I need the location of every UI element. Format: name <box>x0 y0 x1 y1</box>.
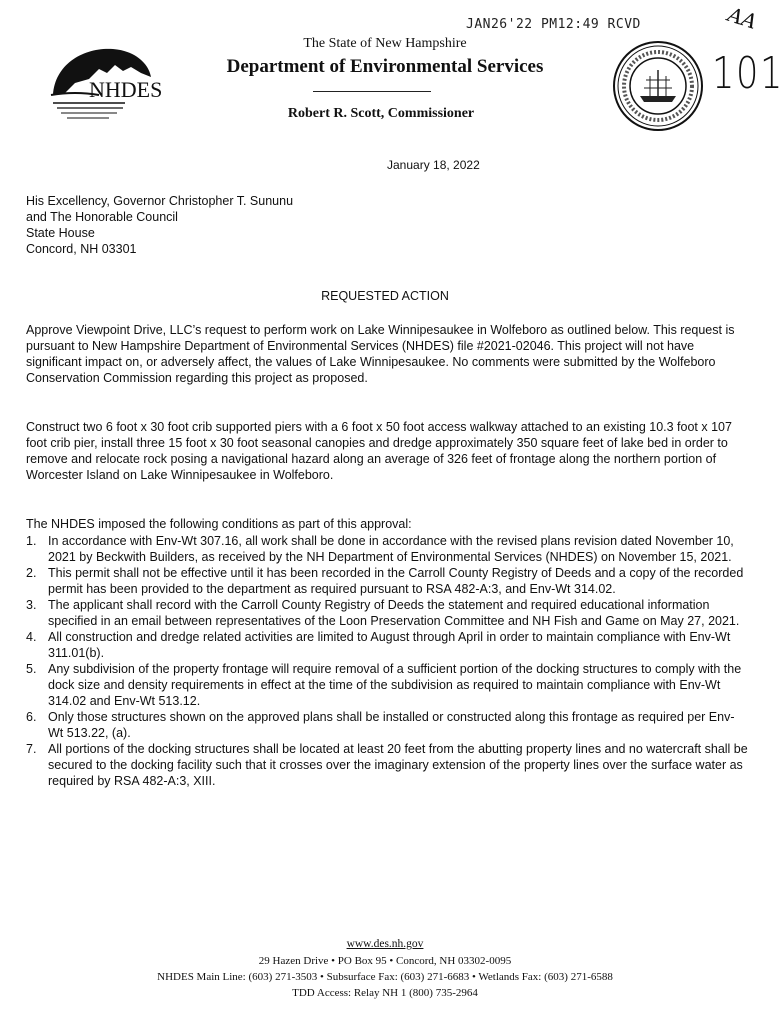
addressee-line: and The Honorable Council <box>26 210 178 224</box>
condition-number: 4. <box>26 630 37 644</box>
received-stamp: JAN26'22 PM12:49 RCVD <box>466 17 641 32</box>
section-heading: REQUESTED ACTION <box>321 289 449 303</box>
condition-text: All construction and dredge related activities are limited to August through April in order to maintain compliance with Env-Wt 311.01(b). <box>48 630 731 660</box>
condition-text: In accordance with Env-Wt 307.16, all work shall be done in accordance with the revised plans revision dated November 10, 2021 by Beckwith Builders, as received by the NH Department of Environmental Services (NHDES) on November 15, 2021. <box>48 534 734 564</box>
condition-number: 2. <box>26 566 37 580</box>
condition-text: All portions of the docking structures shall be located at least 20 feet from the abutting property lines and no watercraft shall be secured to the docking facility such that it crosses over the imaginary extension of the property lines over the surface water as required by RSA 482-A:3, XIII. <box>48 742 748 788</box>
project-description-paragraph: Construct two 6 foot x 30 foot crib supported piers with a 6 foot x 50 foot access walkway attached to an existing 10.3 foot x 107 foot crib pier, install three 15 foot x 30 foot seasonal canopies and dredge approximately 350 square feet of lake bed in order to remove and relocate rock posing a navigational hazard along an average of 326 feet of frontage along the northern portion of Worcester Island on Lake Winnipesaukee in Wolfeboro. <box>26 420 732 482</box>
request-paragraph: Approve Viewpoint Drive, LLC’s request to perform work on Lake Winnipesaukee in Wolfeboro as outlined below. This request is pursuant to New Hampshire Department of Environmental Services (NHDES) file #2021-02046. This project will not have significant impact on, or adversely affect, the values of Lake Winnipesaukee. No comments were submitted by the Wolfeboro Conservation Commission regarding this project as proposed. <box>26 323 735 385</box>
condition-item <box>26 629 748 661</box>
condition-number: 1. <box>26 534 37 548</box>
condition-item <box>26 709 748 741</box>
addressee-line: His Excellency, Governor Christopher T. Sununu <box>26 194 294 208</box>
condition-text: Only those structures shown on the approved plans shall be installed or constructed along this frontage as required per Env-Wt 513.22, (a). <box>48 710 735 740</box>
state-seal <box>612 40 704 132</box>
footer-tdd: TDD Access: Relay NH 1 (800) 735-2964 <box>292 987 478 999</box>
condition-number: 6. <box>26 710 37 724</box>
condition-number: 5. <box>26 662 37 676</box>
condition-text: Any subdivision of the property frontage will require removal of a sufficient portion of the docking structures to comply with the dock size and density requirements in effect at the time of the subdivision as required to maintain compliance with Env-Wt 314.02 and Env-Wt 513.12. <box>48 662 742 708</box>
addressee-block <box>26 193 293 257</box>
state-line: The State of New Hampshire <box>303 36 467 51</box>
condition-item <box>26 661 748 709</box>
condition-number: 7. <box>26 742 37 756</box>
handwritten-initials: AA <box>724 2 760 34</box>
condition-item <box>26 597 748 629</box>
conditions-intro: The NHDES imposed the following conditions as part of this approval: <box>26 517 412 531</box>
condition-item <box>26 741 748 789</box>
footer-address: 29 Hazen Drive • PO Box 95 • Concord, NH 03302-0095 <box>258 955 512 967</box>
commissioner-name: Robert R. Scott, Commissioner <box>287 106 475 121</box>
website-link[interactable]: www.des.nh.gov <box>346 938 424 950</box>
condition-item <box>26 565 748 597</box>
letter-date: January 18, 2022 <box>387 158 480 172</box>
addressee-line: Concord, NH 03301 <box>26 242 137 256</box>
department-title: Department of Environmental Services <box>226 56 544 77</box>
addressee-line: State House <box>26 226 95 240</box>
conditions-list <box>26 533 748 789</box>
condition-text: This permit shall not be effective until it has been recorded in the Carroll County Registry of Deeds and a copy of the recorded permit has been provided to the department as required pursuant to RSA 482-A:3, and Env-Wt 314.02. <box>48 566 744 596</box>
condition-number: 3. <box>26 598 37 612</box>
title-divider <box>313 91 431 92</box>
condition-text: The applicant shall record with the Carroll County Registry of Deeds the statement and required educational information specified in an email between representatives of the Loon Preservation Committee and NH Fish and Game on May 27, 2021. <box>48 598 740 628</box>
logo-text: NHDES <box>89 77 163 102</box>
condition-item <box>26 533 748 565</box>
footer-phone-numbers: NHDES Main Line: (603) 271-3503 • Subsurface Fax: (603) 271-6683 • Wetlands Fax: (603) 271-6588 <box>157 971 613 983</box>
handwritten-number: 101 <box>712 48 784 99</box>
